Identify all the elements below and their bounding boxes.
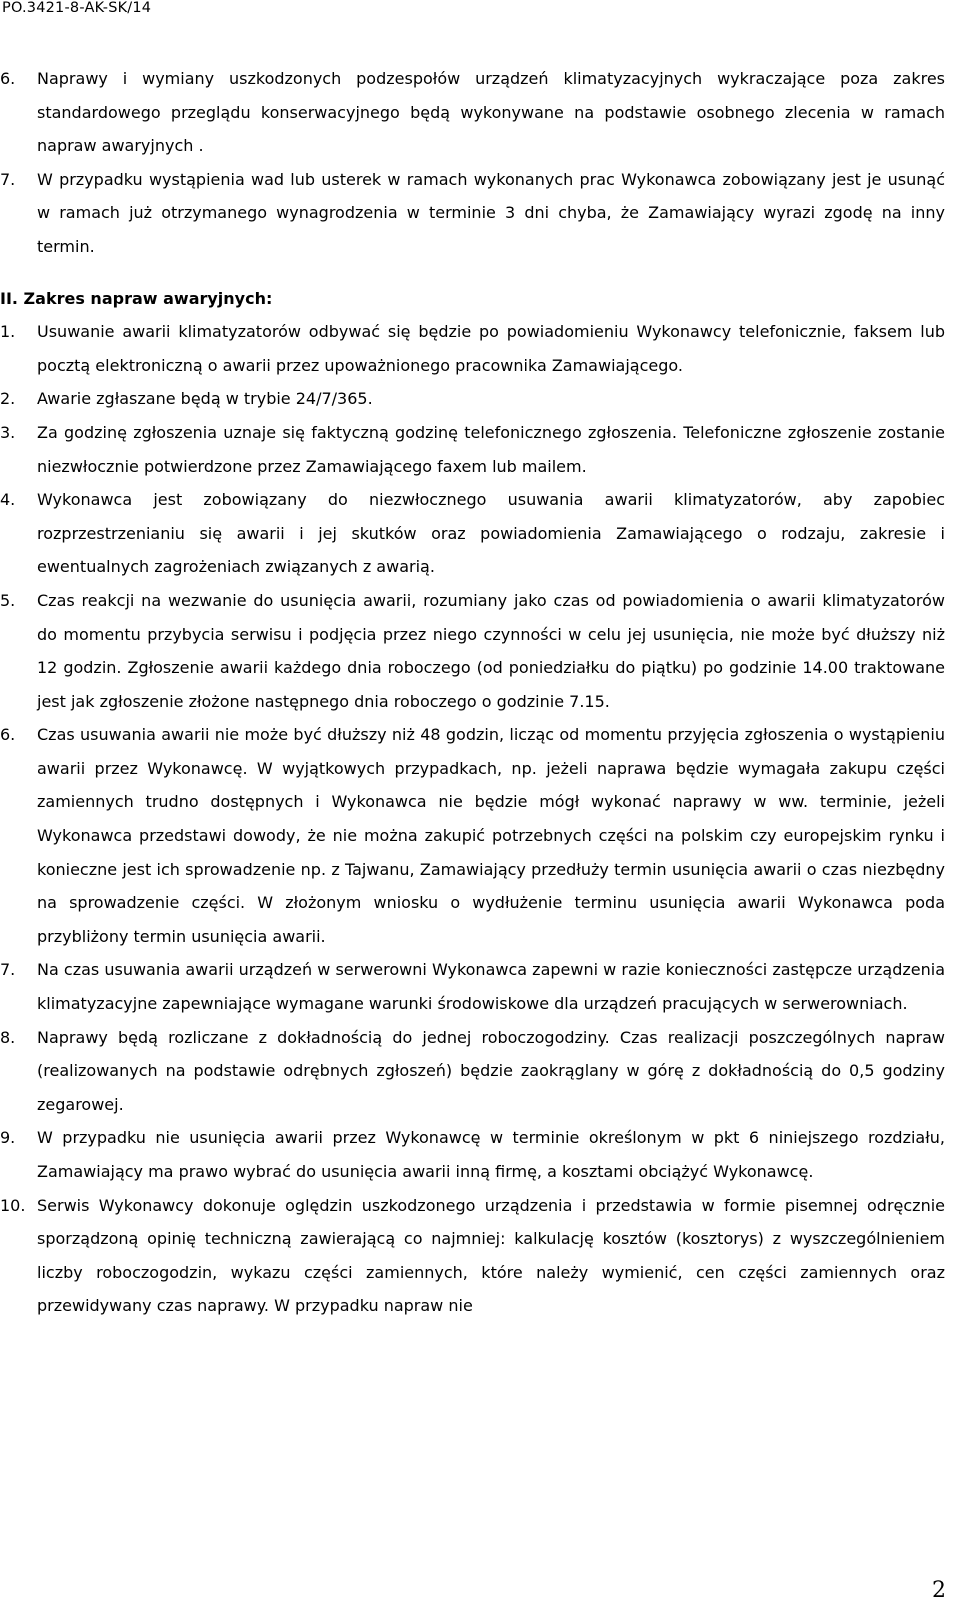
- list-item: [0, 1121, 945, 1188]
- item-number: 8.: [0, 1027, 16, 1047]
- item-number: 7.: [0, 960, 16, 980]
- item-text: Na czas usuwania awarii urządzeń w serwerowni Wykonawca zapewni w razie konieczności zastępcze urządzenia klimatyzacyjne zapewniające wymagane warunki środowiskowe dla urządzeń pracujących w serwerowniach.: [37, 960, 945, 1014]
- list-item: [0, 483, 945, 584]
- item-text: W przypadku wystąpienia wad lub usterek w ramach wykonanych prac Wykonawca zobowiązany jest je usunąć w ramach już otrzymanego wynagrodzenia w terminie 3 dni chyba, że Zamawiający wyrazi zgodę na inny termin.: [37, 169, 945, 256]
- item-number: 3.: [0, 422, 16, 442]
- list-item: [0, 584, 945, 718]
- item-number: 7.: [0, 169, 16, 189]
- item-number: 2.: [0, 389, 16, 409]
- list-item: [0, 163, 945, 264]
- item-text: Awarie zgłaszane będą w trybie 24/7/365.: [37, 389, 373, 409]
- list-item: [0, 1021, 945, 1122]
- list-item: [0, 62, 945, 163]
- list-item: [0, 416, 945, 483]
- list-item: [0, 1189, 945, 1323]
- document-body: [0, 62, 945, 1323]
- item-text: Serwis Wykonawcy dokonuje oględzin uszkodzonego urządzenia i przedstawia w formie pisemnej odręcznie sporządzoną opinię techniczną zawierającą co najmniej: kalkulację kosztów (kosztorys) z wyszczególnieniem liczby roboczogodzin, wykazu części zamiennych, które należy wymienić, cen części zamiennych oraz przewidywany czas naprawy. W przypadku napraw nie: [37, 1195, 945, 1316]
- item-text: Czas reakcji na wezwanie do usunięcia awarii, rozumiany jako czas od powiadomienia o awarii klimatyzatorów do momentu przybycia serwisu i podjęcia przez niego czynności w celu jej usunięcia, nie może być dłuższy niż 12 godzin. Zgłoszenie awarii każdego dnia roboczego (od poniedziałku do piątku) po godzinie 14.00 traktowane jest jak zgłoszenie złożone następnego dnia roboczego o godzinie 7.15.: [37, 590, 945, 711]
- item-number: 6.: [0, 725, 16, 745]
- item-text: Naprawy będą rozliczane z dokładnością do jednej roboczogodziny. Czas realizacji poszczególnych napraw (realizowanych na podstawie odrębnych zgłoszeń) będzie zaokrąglany w górę z dokładnością do 0,5 godziny zegarowej.: [37, 1027, 945, 1114]
- item-text: Usuwanie awarii klimatyzatorów odbywać się będzie po powiadomieniu Wykonawcy telefonicznie, faksem lub pocztą elektroniczną o awarii przez upoważnionego pracownika Zamawiającego.: [37, 322, 945, 375]
- item-number: 9.: [0, 1128, 16, 1148]
- page-number: 2: [932, 1578, 946, 1603]
- list-item: [0, 315, 945, 382]
- item-number: 10.: [0, 1195, 26, 1215]
- item-text: Czas usuwania awarii nie może być dłuższy niż 48 godzin, licząc od momentu przyjęcia zgłoszenia o wystąpieniu awarii przez Wykonawcę. W wyjątkowych przypadkach, np. jeżeli naprawa będzie wymagała zakupu części zamiennych trudno dostępnych i Wykonawca nie będzie mógł wykonać naprawy w ww. terminie, jeżeli Wykonawca przedstawi dowody, że nie można zakupić potrzebnych części na polskim czy europejskim rynku i konieczne jest ich sprowadzenie np. z Tajwanu, Zamawiający przedłuży termin usunięcia awarii o czas niezbędny na sprowadzenie części. W złożonym wniosku o wydłużenie terminu usunięcia awarii Wykonawca poda przybliżony termin usunięcia awarii.: [37, 725, 945, 946]
- item-number: 5.: [0, 590, 16, 610]
- item-text: W przypadku nie usunięcia awarii przez Wykonawcę w terminie określonym w pkt 6 niniejszego rozdziału, Zamawiający ma prawo wybrać do usunięcia awarii inną firmę, a kosztami obciążyć Wykonawcę.: [37, 1128, 945, 1181]
- list-item: [0, 718, 945, 953]
- list-item: [0, 953, 945, 1020]
- item-number: 6.: [0, 69, 16, 88]
- item-text: Wykonawca jest zobowiązany do niezwłocznego usuwania awarii klimatyzatorów, aby zapobiec rozprzestrzenianiu się awarii i jej skutków oraz powiadomienia Zamawiającego o rodzaju, zakresie i ewentualnych zagrożeniach związanych z awarią.: [37, 490, 945, 577]
- item-number: 1.: [0, 322, 16, 342]
- document-id: PO.3421-8-AK-SK/14: [2, 0, 152, 16]
- item-text: Za godzinę zgłoszenia uznaje się faktyczną godzinę telefonicznego zgłoszenia. Telefoniczne zgłoszenie zostanie niezwłocznie potwierdzone przez Zamawiającego faxem lub mailem.: [37, 422, 945, 476]
- item-text: Naprawy i wymiany uszkodzonych podzespołów urządzeń klimatyzacyjnych wykraczające poza zakres standardowego przeglądu konserwacyjnego będą wykonywane na podstawie osobnego zlecenia w ramach napraw awaryjnych .: [37, 69, 945, 156]
- section-heading: II. Zakres napraw awaryjnych:: [0, 288, 273, 308]
- item-number: 4.: [0, 490, 16, 510]
- list-item: [0, 382, 945, 416]
